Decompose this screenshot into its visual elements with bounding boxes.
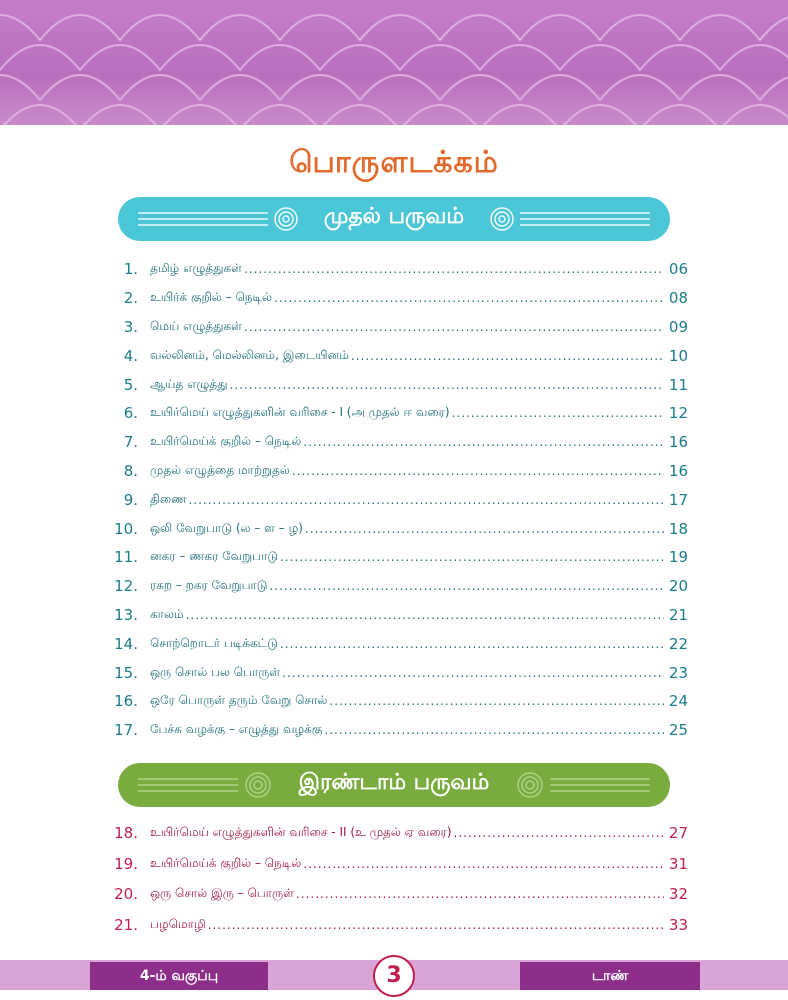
- leader-dots: [324, 723, 664, 737]
- toc-number: 7.: [123, 433, 138, 452]
- toc-title: சொற்றொடர் படிக்கட்டு: [150, 635, 278, 650]
- toc-number: 2.: [123, 289, 138, 308]
- toc-page: 12: [668, 404, 688, 423]
- toc-row[interactable]: [0, 687, 788, 716]
- leader-dots: [303, 857, 664, 871]
- toc-number: 14.: [114, 634, 138, 653]
- toc-page: 09: [668, 317, 688, 336]
- toc-page: 22: [668, 634, 688, 653]
- toc-row[interactable]: [0, 629, 788, 658]
- toc-title: ஒரே பொருள் தரும் வேறு சொல்: [150, 693, 328, 708]
- leader-dots: [305, 522, 664, 536]
- toc-title: னகர – ணகர வேறுபாடு: [150, 549, 279, 564]
- toc-page: 23: [668, 663, 688, 682]
- toc-number: 13.: [114, 605, 138, 624]
- leader-dots: [280, 637, 664, 651]
- toc-title: உயிர்க் குறில் – நெடில்: [150, 290, 273, 305]
- toc-title: பேச்சு வழக்கு – எழுத்து வழக்கு: [150, 722, 323, 737]
- toc-title: உயிர்மெய் எழுத்துகளின் வரிசை - II (உ முதல் ஏ வரை): [150, 825, 452, 840]
- toc-row[interactable]: [0, 543, 788, 572]
- toc-title: ஒரு சொல் பல பொருள்: [150, 664, 281, 679]
- toc-number: 17.: [114, 721, 138, 740]
- toc-title: ஒலி வேறுபாடு (ல – ள – ழ): [150, 520, 303, 535]
- toc-row[interactable]: [0, 716, 788, 745]
- toc-page: 16: [668, 461, 688, 480]
- toc-number: 3.: [123, 317, 138, 336]
- toc-page: 31: [668, 854, 688, 873]
- toc-number: 1.: [123, 260, 138, 279]
- toc-title: உயிர்மெய்க் குறில் – நெடில்: [150, 434, 302, 449]
- toc-row[interactable]: [0, 370, 788, 399]
- toc-row[interactable]: [0, 601, 788, 630]
- toc-number: 9.: [123, 490, 138, 509]
- toc-title: உயிர்மெய் எழுத்துகளின் வரிசை - I (அ முதல் ஈ வரை): [150, 405, 450, 420]
- toc-number: 6.: [123, 404, 138, 423]
- leader-dots: [244, 262, 664, 276]
- toc-number: 19.: [114, 854, 138, 873]
- toc-number: 10.: [114, 519, 138, 538]
- toc-row[interactable]: [0, 428, 788, 457]
- toc-row[interactable]: [0, 879, 788, 910]
- page-title: பொருளடக்கம்: [289, 145, 499, 180]
- toc-title: தமிழ் எழுத்துகள்: [150, 261, 243, 276]
- toc-page: 06: [668, 260, 688, 279]
- toc-number: 18.: [114, 824, 138, 843]
- leader-dots: [188, 493, 664, 507]
- toc-title: முதல் எழுத்தை மாற்றுதல்: [150, 462, 290, 477]
- page-number: 3: [373, 955, 415, 997]
- toc-row[interactable]: [0, 341, 788, 370]
- leader-dots: [303, 435, 664, 449]
- toc-title: திணை: [150, 491, 187, 506]
- toc-page: 25: [668, 721, 688, 740]
- toc-number: 11.: [114, 548, 138, 567]
- footer-class-label: 4-ம் வகுப்பு: [90, 962, 268, 990]
- term2-toc: [0, 818, 788, 940]
- toc-title: வல்லினம், மெல்லினம், இடையினம்: [150, 347, 349, 362]
- leader-dots: [282, 666, 664, 680]
- term2-heading-pill: [118, 763, 670, 807]
- toc-number: 12.: [114, 577, 138, 596]
- toc-row[interactable]: [0, 457, 788, 486]
- leader-dots: [454, 826, 664, 840]
- toc-row[interactable]: [0, 818, 788, 849]
- toc-title: காலம்: [150, 606, 184, 621]
- toc-page: 33: [668, 915, 688, 934]
- toc-number: 5.: [123, 375, 138, 394]
- toc-page: 20: [668, 577, 688, 596]
- toc-number: 16.: [114, 692, 138, 711]
- toc-title: ஆய்த எழுத்து: [150, 376, 228, 391]
- term1-heading: முதல் பருவம்: [323, 204, 465, 229]
- toc-row[interactable]: [0, 514, 788, 543]
- toc-page: 10: [668, 346, 688, 365]
- toc-number: 20.: [114, 885, 138, 904]
- leader-dots: [208, 918, 664, 932]
- toc-row[interactable]: [0, 255, 788, 284]
- leader-dots: [280, 550, 664, 564]
- leader-dots: [351, 349, 664, 363]
- leader-dots: [452, 406, 664, 420]
- toc-number: 15.: [114, 663, 138, 682]
- toc-page: 16: [668, 433, 688, 452]
- toc-number: 21.: [114, 915, 138, 934]
- toc-page: 19: [668, 548, 688, 567]
- leader-dots: [292, 464, 664, 478]
- footer-publisher-label: டாண்: [520, 962, 700, 990]
- toc-row[interactable]: [0, 313, 788, 342]
- leader-dots: [186, 608, 664, 622]
- toc-page: 11: [668, 375, 688, 394]
- leader-dots: [269, 579, 664, 593]
- toc-page: 32: [668, 885, 688, 904]
- toc-row[interactable]: [0, 849, 788, 880]
- toc-page: 24: [668, 692, 688, 711]
- toc-number: 4.: [123, 346, 138, 365]
- banner-pattern: [0, 0, 788, 125]
- toc-page: 21: [668, 605, 688, 624]
- toc-page: 27: [668, 824, 688, 843]
- term1-heading-pill: [118, 197, 670, 241]
- leader-dots: [274, 291, 664, 305]
- header-banner: [0, 0, 788, 125]
- toc-page: 17: [668, 490, 688, 509]
- leader-dots: [296, 887, 664, 901]
- leader-dots: [230, 378, 664, 392]
- toc-title: மெய் எழுத்துகள்: [150, 318, 243, 333]
- toc-row[interactable]: [0, 910, 788, 941]
- toc-title: ஒரு சொல் இரு – பொருள்: [150, 886, 294, 901]
- toc-page: 18: [668, 519, 688, 538]
- leader-dots: [244, 320, 664, 334]
- toc-row[interactable]: [0, 399, 788, 428]
- term1-toc: [0, 255, 788, 745]
- toc-row[interactable]: [0, 658, 788, 687]
- toc-title: உயிர்மெய்க் குறில் – நெடில்: [150, 855, 302, 870]
- toc-title: ரகற – றகர வேறுபாடு: [150, 578, 268, 593]
- toc-row[interactable]: [0, 572, 788, 601]
- toc-number: 8.: [123, 461, 138, 480]
- toc-page: 08: [668, 289, 688, 308]
- term2-heading: இரண்டாம் பருவம்: [298, 770, 490, 795]
- leader-dots: [329, 694, 664, 708]
- toc-title: பழமொழி: [150, 916, 206, 931]
- toc-row[interactable]: [0, 284, 788, 313]
- toc-row[interactable]: [0, 485, 788, 514]
